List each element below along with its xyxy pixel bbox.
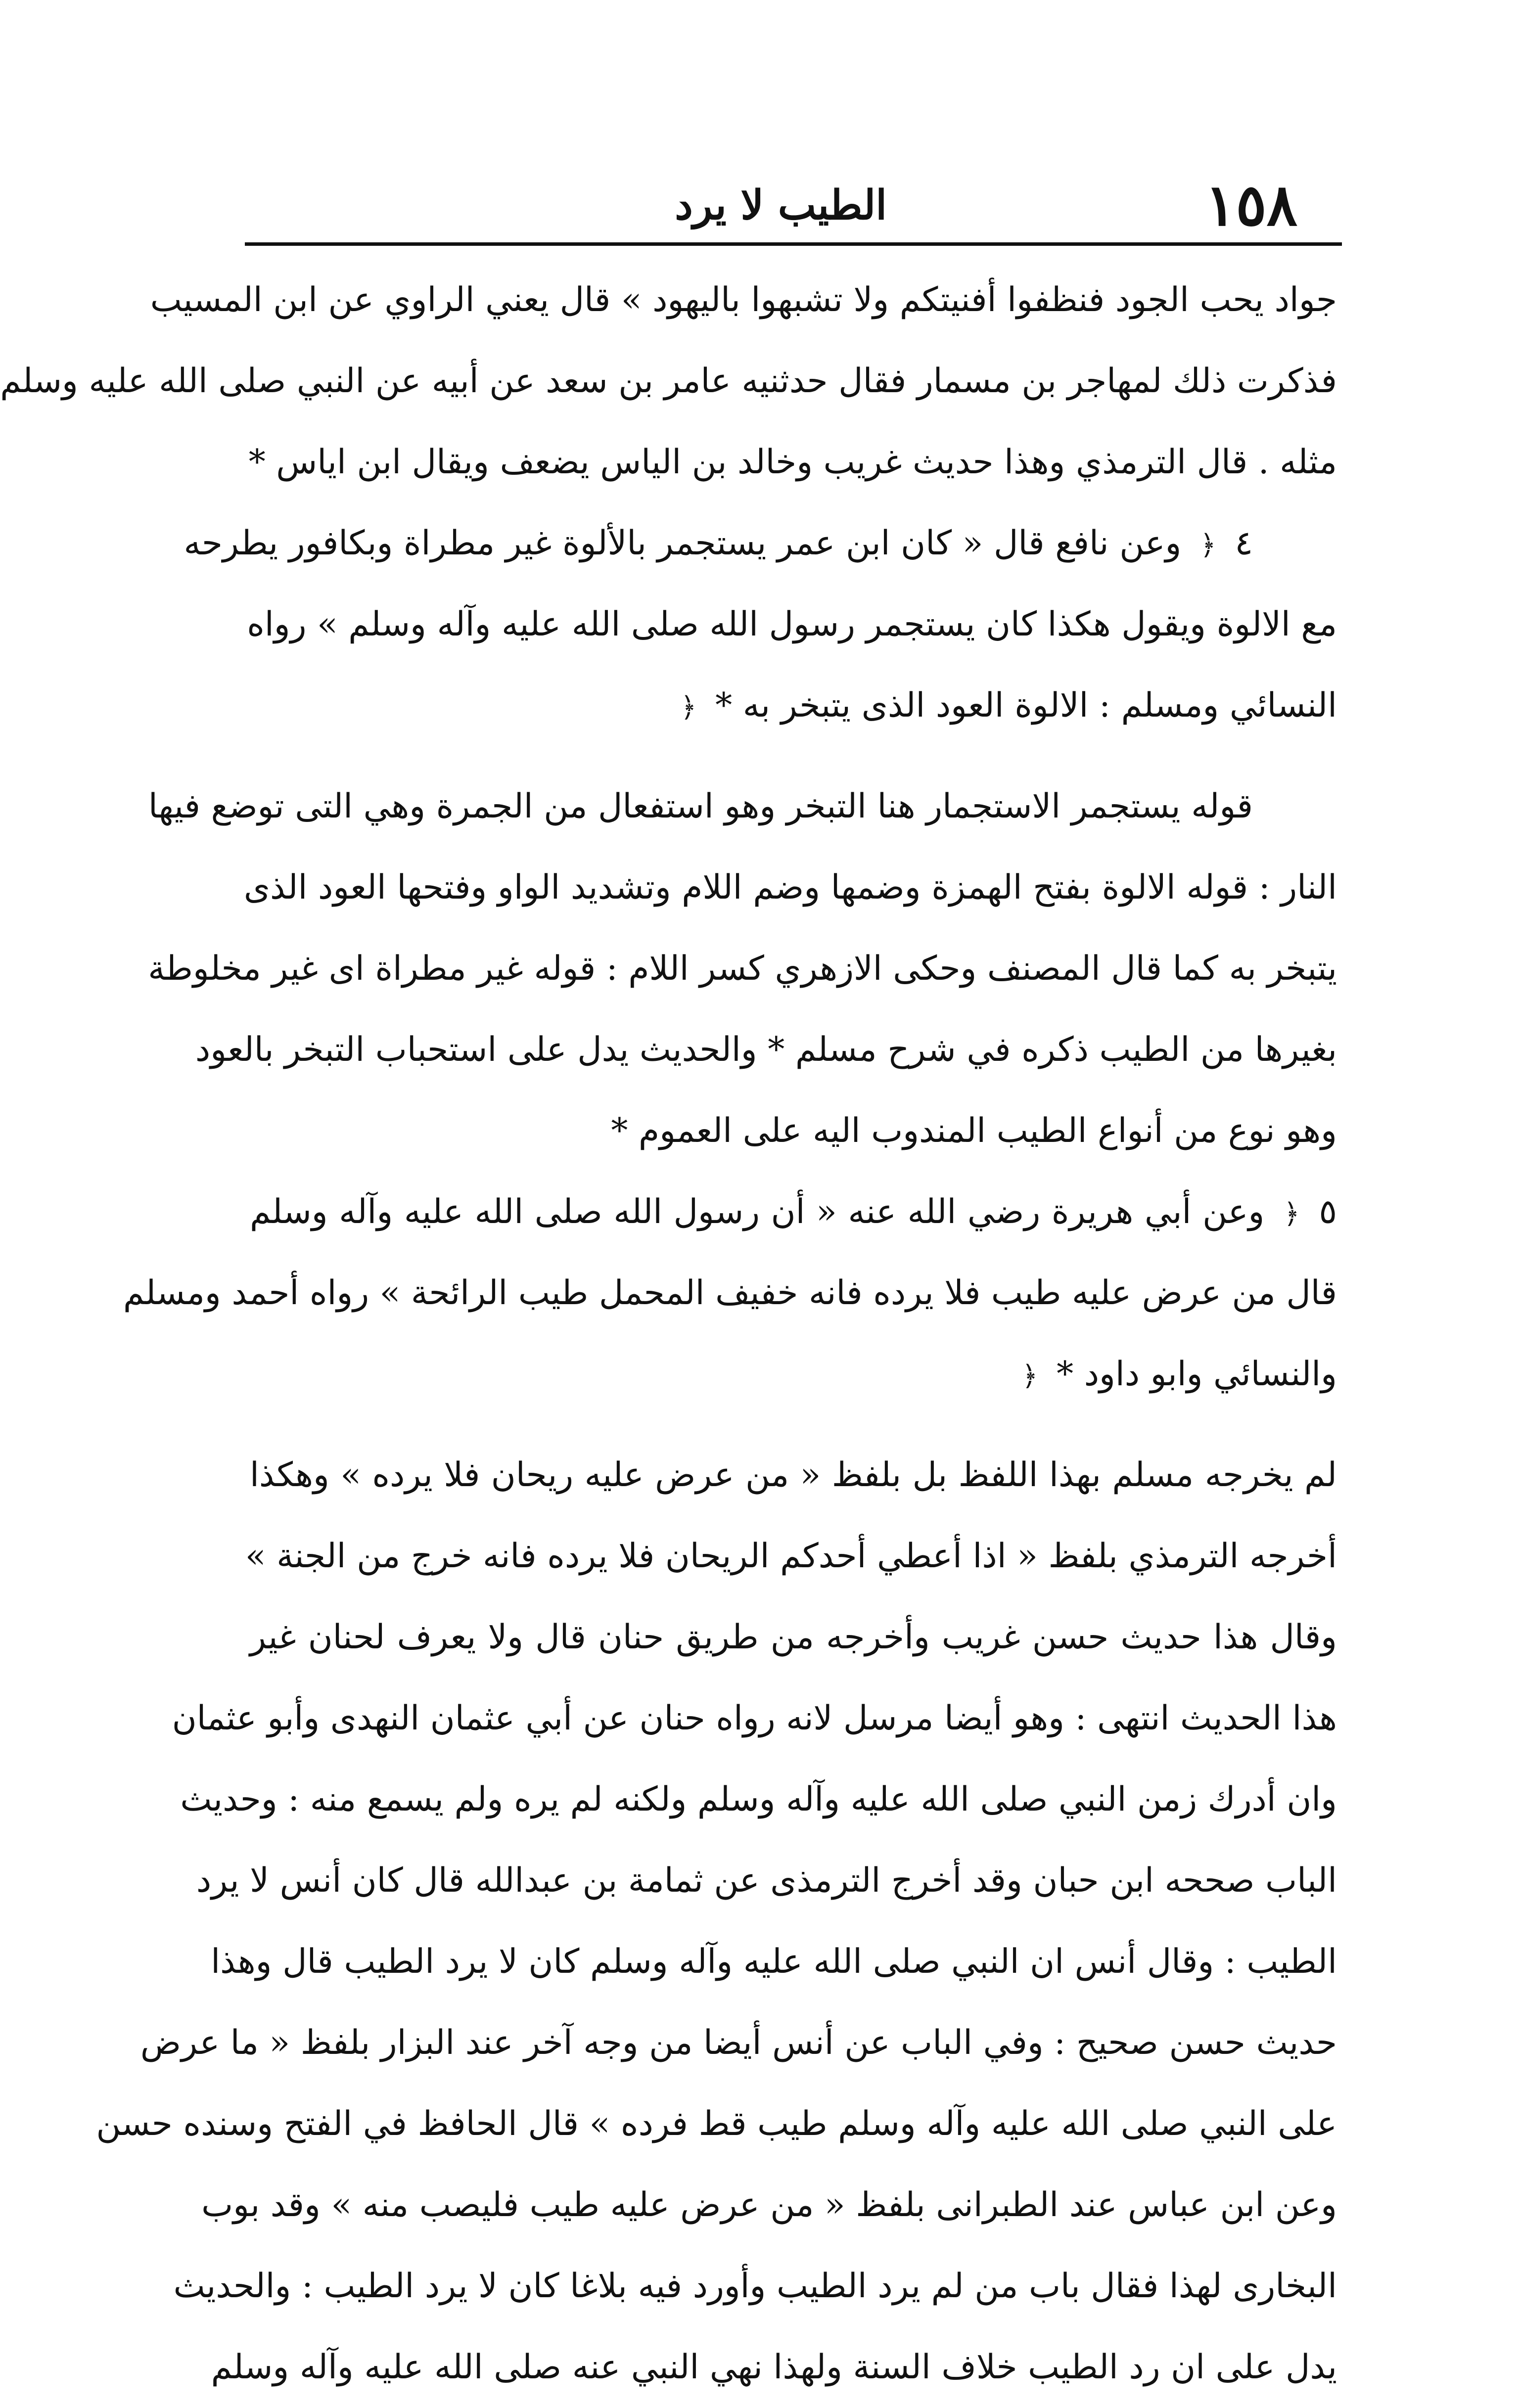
hadith-ornament-end: ﴿ xyxy=(680,691,697,724)
text-line: وعن ابن عباس عند الطبرانى بلفظ « من عرض عليه طيب فليصب منه » وقد بوب xyxy=(201,2185,1337,2225)
hadith-ornament-left: ﴿ xyxy=(1200,529,1216,561)
text-line: وعن أبي هريرة رضي الله عنه « أن رسول الله صلى الله عليه وآله وسلم xyxy=(250,1192,1265,1231)
text-line: أخرجه الترمذي بلفظ « اذا أعطي أحدكم الريحان فلا يرده فانه خرج من الجنة » xyxy=(245,1537,1337,1576)
page-header xyxy=(245,168,1332,242)
commentary-4 xyxy=(148,766,1337,1172)
text-line: الطيب : وقال أنس ان النبي صلى الله عليه وآله وسلم كان لا يرد الطيب قال وهذا xyxy=(211,1942,1337,1981)
text-line: مثله . قال الترمذي وهذا حديث غريب وخالد بن الياس يضعف ويقال ابن اياس * xyxy=(248,443,1337,482)
page-number: ١٥٨ xyxy=(1205,172,1297,239)
text-line: حديث حسن صحيح : وفي الباب عن أنس أيضا من وجه آخر عند البزار بلفظ « ما عرض xyxy=(140,2023,1337,2062)
text-line: فذكرت ذلك لمهاجر بن مسمار فقال حدثنيه عامر بن سعد عن أبيه عن النبي صلى الله عليه وسلم xyxy=(0,362,1337,401)
hadith-first-line xyxy=(184,503,1337,584)
text-line: يتبخر به كما قال المصنف وحكى الازهري كسر اللام : قوله غير مطراة اى غير مخلوطة xyxy=(148,949,1337,988)
text-line: وهو نوع من أنواع الطيب المندوب اليه على العموم * xyxy=(611,1111,1337,1150)
text-line: وان أدرك زمن النبي صلى الله عليه وآله وسلم ولكنه لم يره ولم يسمع منه : وحديث xyxy=(180,1780,1337,1819)
text-line: الباب صححه ابن حبان وقد أخرج الترمذى عن ثمامة بن عبدالله قال كان أنس لا يرد xyxy=(196,1861,1337,1900)
text-line: يدل على ان رد الطيب خلاف السنة ولهذا نهي النبي عنه صلى الله عليه وآله وسلم xyxy=(211,2348,1337,2387)
text-line: وعن نافع قال « كان ابن عمر يستجمر بالألوة غير مطراة وبكافور يطرحه xyxy=(184,524,1182,563)
text-line: النار : قوله الالوة بفتح الهمزة وضمها وضم اللام وتشديد الواو وفتحها العود الذى xyxy=(243,868,1337,907)
running-title: الطيب لا يرد xyxy=(675,182,887,229)
text-line: قوله يستجمر الاستجمار هنا التبخر وهو استفعال من الجمرة وهي التى توضع فيها xyxy=(148,787,1253,826)
paragraph-continuation xyxy=(0,260,1337,503)
paragraph-gap xyxy=(250,1415,1337,1435)
text-line: على النبي صلى الله عليه وآله وسلم طيب قط فرده » قال الحافظ في الفتح وسنده حسن xyxy=(96,2104,1337,2143)
hadith-number: ٤ xyxy=(1235,524,1253,563)
text-line-with-ornament: النسائي ومسلم : الالوة العود الذى يتبخر به * ﴿ xyxy=(250,665,1337,746)
hadith-number: ٥ xyxy=(1319,1192,1337,1231)
text-line: هذا الحديث انتهى : وهو أيضا مرسل لانه رواه حنان عن أبي عثمان النهدى وأبو عثمان xyxy=(172,1699,1337,1738)
hadith-ornament-left: ﴿ xyxy=(1283,1198,1300,1230)
hadith-first-line xyxy=(250,1172,1337,1253)
text-line: لم يخرجه مسلم بهذا اللفظ بل بلفظ « من عرض عليه ريحان فلا يرده » وهكذا xyxy=(250,1455,1337,1495)
hadith-4 xyxy=(184,503,1337,746)
text-line: مع الالوة ويقول هكذا كان يستجمر رسول الله صلى الله عليه وآله وسلم » رواه xyxy=(247,605,1337,644)
header-divider xyxy=(245,242,1342,246)
text-line: جواد يحب الجود فنظفوا أفنيتكم ولا تشبهوا باليهود » قال يعني الراوي عن ابن المسيب xyxy=(150,280,1337,319)
text-line: قال من عرض عليه طيب فلا يرده فانه خفيف المحمل طيب الرائحة » رواه أحمد ومسلم xyxy=(123,1273,1337,1313)
hadith-5 xyxy=(123,1172,1337,1415)
commentary-5 xyxy=(96,1435,1337,2408)
hadith-ornament-end: ﴿ xyxy=(1021,1360,1038,1392)
text-line-with-ornament: والنسائي وابو داود * ﴿ xyxy=(250,1334,1337,1415)
text-line: وقال هذا حديث حسن غريب وأخرجه من طريق حنان قال ولا يعرف لحنان غير xyxy=(250,1618,1337,1657)
page-body xyxy=(0,260,1337,2408)
text-line: البخارى لهذا فقال باب من لم يرد الطيب وأورد فيه بلاغا كان لا يرد الطيب : والحديث xyxy=(173,2267,1337,2306)
text-line: بغيرها من الطيب ذكره في شرح مسلم * والحديث يدل على استحباب التبخر بالعود xyxy=(195,1030,1337,1069)
paragraph-gap xyxy=(250,746,1337,766)
